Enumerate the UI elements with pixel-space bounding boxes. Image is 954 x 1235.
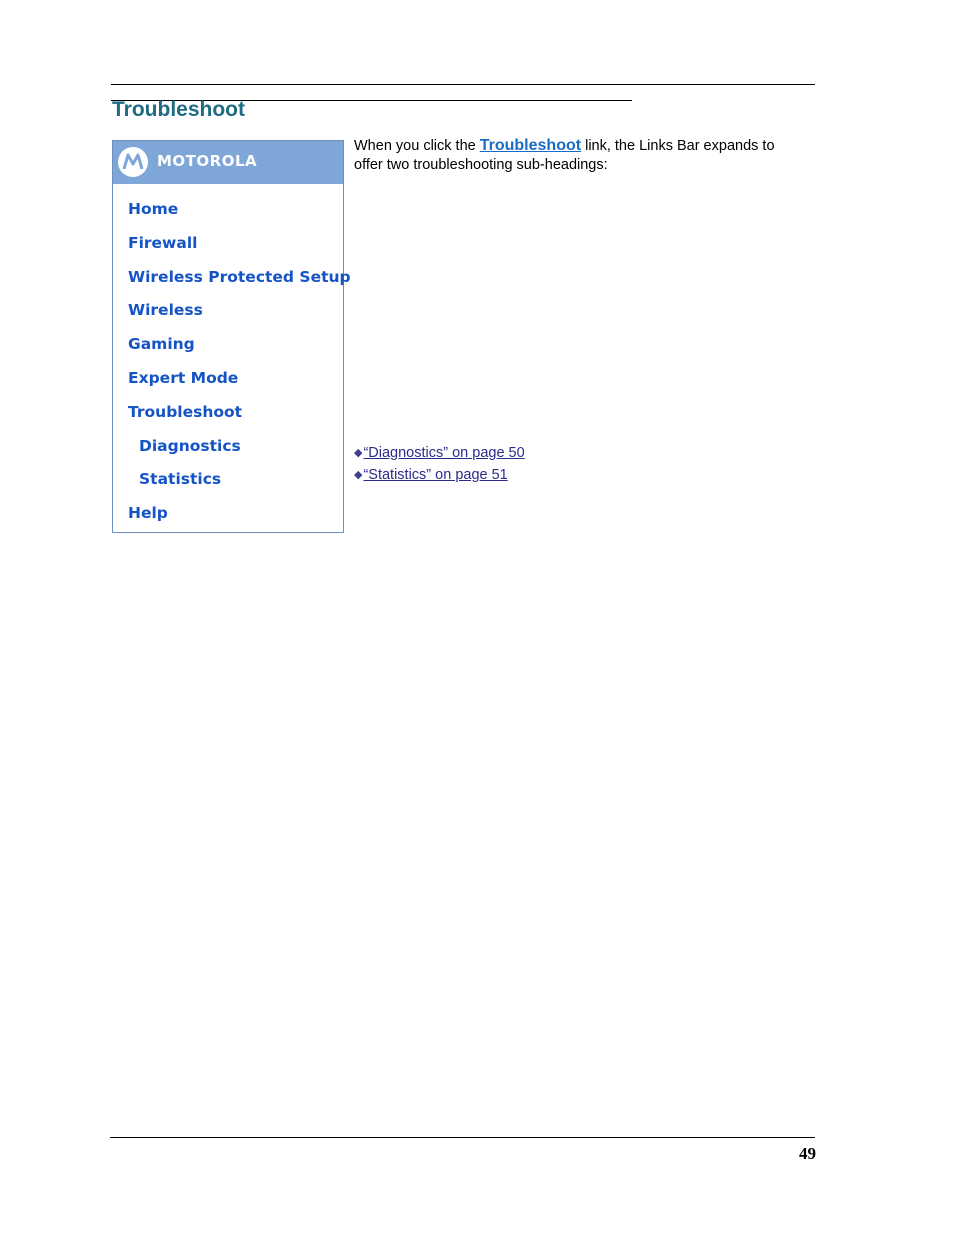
nav-item-expert-mode[interactable]: Expert Mode — [128, 369, 239, 387]
nav-item-gaming[interactable]: Gaming — [128, 335, 195, 353]
nav-item-help[interactable]: Help — [128, 504, 168, 522]
statistics-xref-link[interactable]: “Statistics” on page 51 — [363, 467, 508, 483]
nav-subitem-diagnostics[interactable]: Diagnostics — [139, 437, 241, 455]
troubleshoot-link[interactable]: Troubleshoot — [479, 137, 582, 154]
intro-text-after: link, the Links Bar expands to offer two troubleshooting sub-headings: — [354, 138, 775, 173]
list-item — [354, 443, 525, 463]
nav-subitem-statistics[interactable]: Statistics — [139, 470, 222, 488]
motorola-logo-icon — [118, 147, 148, 177]
nav-item-wireless-protected-setup[interactable]: Wireless Protected Setup — [128, 268, 351, 286]
nav-item-firewall[interactable]: Firewall — [128, 234, 198, 252]
intro-text-before: When you click the — [354, 138, 480, 154]
brand-name: MOTOROLA — [157, 152, 258, 170]
diamond-bullet-icon: ◆ — [354, 447, 363, 459]
nav-item-troubleshoot[interactable]: Troubleshoot — [128, 403, 243, 421]
top-rule — [111, 84, 815, 85]
links-bar-screenshot — [112, 140, 351, 533]
list-item — [354, 465, 508, 485]
nav-item-wireless[interactable]: Wireless — [128, 301, 203, 319]
intro-paragraph — [354, 136, 806, 175]
diagnostics-xref-link[interactable]: “Diagnostics” on page 50 — [363, 445, 525, 461]
footer-rule — [110, 1137, 815, 1138]
diamond-bullet-icon: ◆ — [354, 469, 363, 481]
brand-bar — [113, 141, 343, 184]
nav-item-home[interactable]: Home — [128, 200, 179, 218]
page-number: 49 — [799, 1144, 816, 1163]
section-title: Troubleshoot — [112, 98, 245, 121]
